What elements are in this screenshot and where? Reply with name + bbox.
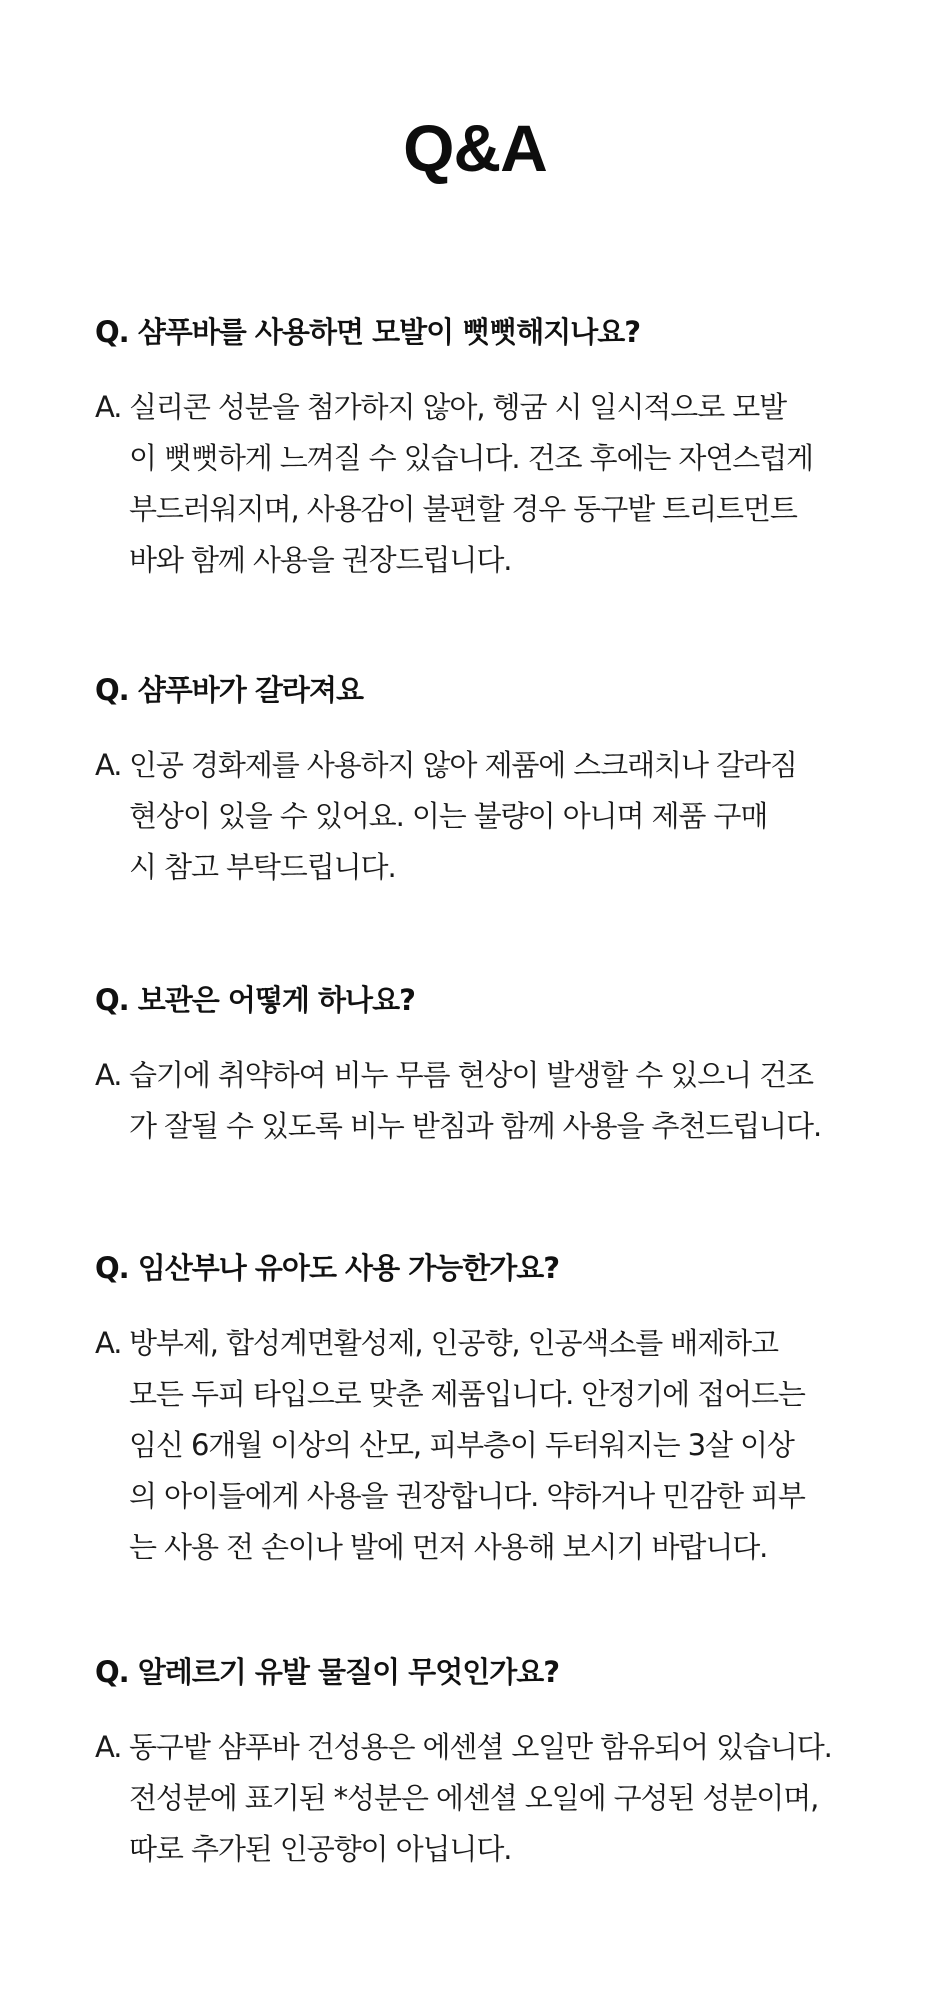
page-title: Q&A — [403, 111, 547, 185]
answer-line: 이 뻣뻣하게 느껴질 수 있습니다. 건조 후에는 자연스럽게 — [129, 441, 813, 475]
answer-line: 실리콘 성분을 첨가하지 않아, 헹굼 시 일시적으로 모발 — [129, 390, 787, 424]
answer-line: 모든 두피 타입으로 맞춘 제품입니다. 안정기에 접어드는 — [129, 1377, 805, 1411]
faq-answer — [95, 1318, 885, 1573]
answer-prefix: A. — [95, 1326, 122, 1360]
answer-prefix: A. — [95, 748, 122, 782]
answer-line: 바와 함께 사용을 권장드립니다. — [129, 543, 512, 577]
faq-question: Q. 샴푸바를 사용하면 모발이 뻣뻣해지나요? — [95, 315, 641, 349]
faq-question: Q. 알레르기 유발 물질이 무엇인가요? — [95, 1655, 560, 1689]
faq-question: Q. 샴푸바가 갈라져요 — [95, 673, 363, 707]
answer-prefix: A. — [95, 1730, 122, 1764]
faq-answer — [95, 740, 885, 893]
answer-line: 인공 경화제를 사용하지 않아 제품에 스크래치나 갈라짐 — [129, 748, 797, 782]
answer-line: 방부제, 합성계면활성제, 인공향, 인공색소를 배제하고 — [129, 1326, 778, 1360]
answer-line: 가 잘될 수 있도록 비누 받침과 함께 사용을 추천드립니다. — [129, 1109, 822, 1143]
faq-item-stiff-hair — [95, 312, 885, 586]
answer-line: 따로 추가된 인공향이 아닙니다. — [129, 1832, 512, 1866]
answer-line: 임신 6개월 이상의 산모, 피부층이 두터워지는 3살 이상 — [129, 1428, 794, 1462]
answer-line: 전성분에 표기된 *성분은 에센셜 오일에 구성된 성분이며, — [129, 1781, 819, 1815]
answer-line: 습기에 취약하여 비누 무름 현상이 발생할 수 있으니 건조 — [129, 1058, 813, 1092]
faq-answer — [95, 382, 885, 586]
answer-prefix: A. — [95, 390, 122, 424]
answer-line: 의 아이들에게 사용을 권장합니다. 약하거나 민감한 피부 — [129, 1479, 805, 1513]
faq-answer — [95, 1722, 885, 1875]
answer-prefix: A. — [95, 1058, 122, 1092]
answer-line: 시 참고 부탁드립니다. — [129, 850, 396, 884]
faq-item-pregnancy-infants — [95, 1248, 885, 1573]
answer-line: 는 사용 전 손이나 발에 먼저 사용해 보시기 바랍니다. — [129, 1530, 768, 1564]
faq-question: Q. 임산부나 유아도 사용 가능한가요? — [95, 1251, 560, 1285]
faq-item-storage — [95, 980, 885, 1152]
answer-line: 부드러워지며, 사용감이 불편할 경우 동구밭 트리트먼트 — [129, 492, 797, 526]
faq-item-cracking — [95, 670, 885, 893]
faq-question: Q. 보관은 어떻게 하나요? — [95, 983, 415, 1017]
answer-line: 동구밭 샴푸바 건성용은 에센셜 오일만 함유되어 있습니다. — [129, 1730, 832, 1764]
faq-answer — [95, 1050, 885, 1152]
faq-item-allergens — [95, 1652, 885, 1875]
answer-line: 현상이 있을 수 있어요. 이는 불량이 아니며 제품 구매 — [129, 799, 768, 833]
